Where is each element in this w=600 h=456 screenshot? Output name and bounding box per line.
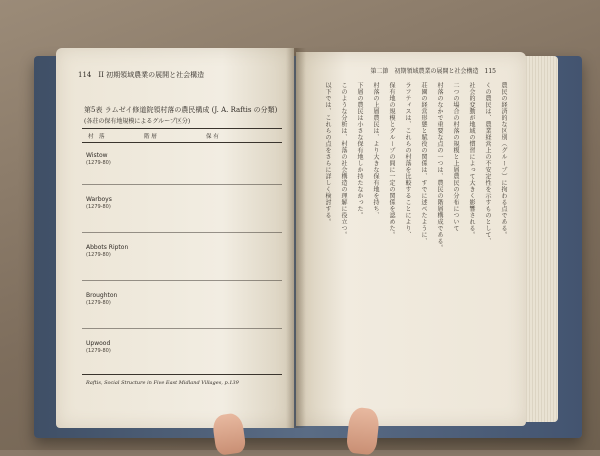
text-column: 保有地の規模とグループの間に一定の関係を認めた。 — [388, 82, 395, 238]
table-footnote: Raftis, Social Structure in Five East Midland Villages, p.139 — [86, 380, 239, 386]
row-rule — [82, 328, 282, 329]
column-header: 保 有 — [206, 134, 219, 140]
text-column: 荘園の経営形態と賦役の関係は、すでに述べたように、 — [420, 82, 427, 245]
area-name: Broughton — [86, 292, 118, 299]
column-header: 階 層 — [144, 134, 157, 140]
column-header: 村 落 — [88, 134, 105, 140]
row-rule — [82, 184, 282, 185]
right-page-header: 第二節 初期領域農業の展開と社会構造 115 — [370, 68, 496, 75]
text-column: 農民の経済的な区別（グループ）に拘わる点である。 — [500, 82, 507, 238]
area-years: (1279-80) — [86, 204, 111, 210]
area-name: Upwood — [86, 340, 111, 347]
area-years: (1279-80) — [86, 300, 111, 306]
text-column: 下層の農民は小さな保有地しか持たなかった。 — [356, 82, 363, 219]
table-title: 第5表 ラムゼイ修道院領村落の農民構成 (J. A. Raftis の分類) — [84, 106, 278, 114]
table-rule-bottom — [82, 374, 282, 375]
table-subtitle: (各荘の保有地規模によるグループ区分) — [84, 118, 191, 125]
left-page — [56, 48, 294, 428]
table-rule-top — [82, 128, 282, 129]
text-column: 以下では、これらの点をさらに詳しく検討する。 — [324, 82, 331, 225]
text-column: 村落の上層農民は、より大きな保有地を持ち、 — [372, 82, 379, 219]
left-page-header: 114 II 初期領域農業の展開と社会構造 — [78, 71, 205, 79]
text-column: 二つの場合の村落の規模と上層農民の分布について — [452, 82, 459, 232]
right-page — [296, 52, 526, 426]
area-years: (1279-80) — [86, 348, 111, 354]
text-column: くの農民は、農業経営上の不安定性を示すものとして、 — [484, 82, 491, 245]
table-rule-header — [82, 142, 282, 143]
area-name: Abbots Ripton — [86, 244, 129, 251]
right-thumb — [346, 407, 381, 456]
area-years: (1279-80) — [86, 252, 111, 258]
area-name: Warboys — [86, 196, 112, 203]
text-column: ラフティスは、これらの村落を比較することにより、 — [404, 82, 411, 238]
row-rule — [82, 232, 282, 233]
row-rule — [82, 280, 282, 281]
text-column: 村落のなかで重要な点の一つは、農民の階層構成である。 — [436, 82, 443, 251]
page-edges — [524, 56, 558, 422]
text-column: このような分析は、村落の社会構造の理解に役立つ。 — [340, 82, 347, 238]
area-name: Wistow — [86, 152, 108, 159]
text-column: 社会的変動が地域の慣習によって大きく影響される。 — [468, 82, 475, 238]
area-years: (1279-80) — [86, 160, 111, 166]
book-gutter — [286, 48, 306, 428]
